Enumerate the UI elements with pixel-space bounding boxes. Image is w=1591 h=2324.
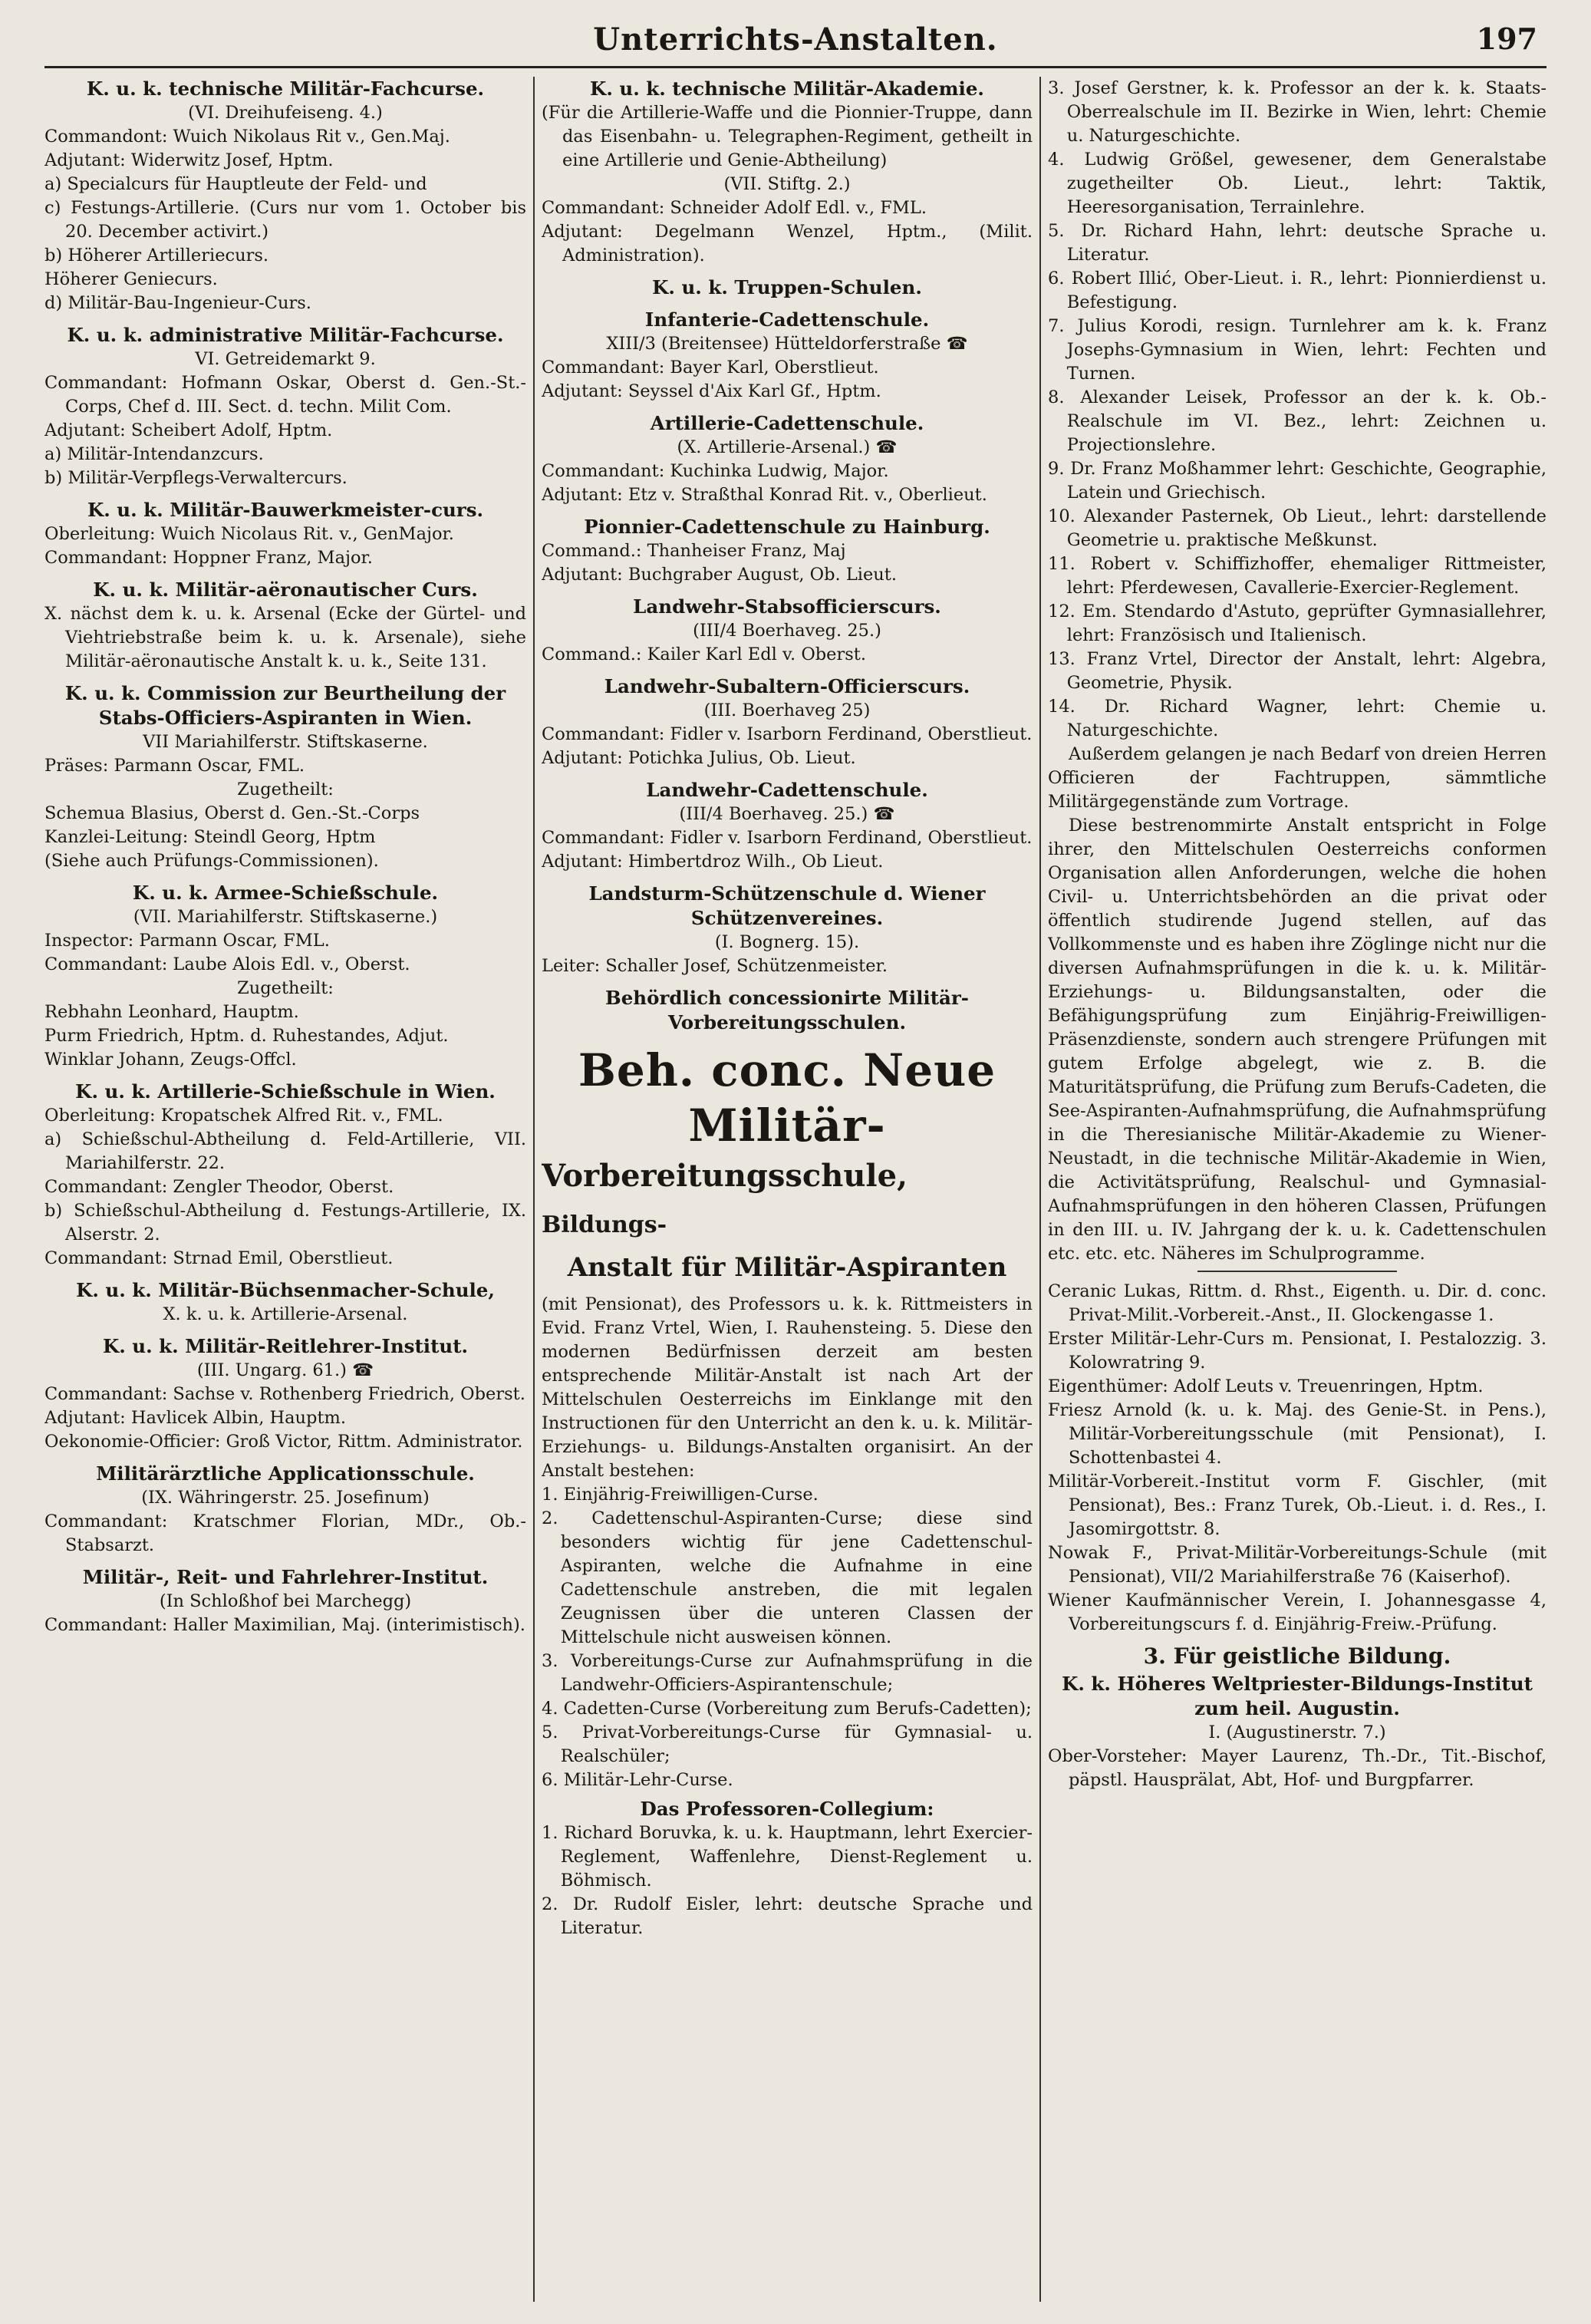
teacher-item: 13. Franz Vrtel, Director der Anstalt, lehrt: Algebra, Geometrie, Physik. bbox=[1048, 649, 1547, 693]
entry-title: Landwehr-Cadettenschule. bbox=[646, 779, 928, 801]
entry-address: (III. Ungarg. 61.) ☎ bbox=[196, 1360, 374, 1380]
entry-line: Adjutant: Havlicek Albin, Hauptm. bbox=[44, 1408, 346, 1428]
teacher-item: 5. Dr. Richard Hahn, lehrt: deutsche Sprache u. Literatur. bbox=[1048, 221, 1547, 265]
entry-title: Behördlich concessionirte Militär-Vorbereitungsschulen. bbox=[605, 987, 969, 1033]
entry-line: Adjutant: Etz v. Straßthal Konrad Rit. v., Oberlieut. bbox=[542, 485, 987, 505]
entry-address: (X. Artillerie-Arsenal.) ☎ bbox=[677, 437, 898, 457]
entry-title: K. u. k. Armee-Schießschule. bbox=[132, 882, 439, 904]
entry-line: b) Schießschul-Abtheilung d. Festungs-Artillerie, IX. Alserstr. 2. bbox=[44, 1201, 526, 1244]
entry-title: Militärärztliche Applicationsschule. bbox=[96, 1462, 475, 1485]
entry-line: Adjutant: Scheibert Adolf, Hptm. bbox=[44, 420, 333, 440]
course-item: 6. Militär-Lehr-Curse. bbox=[542, 1770, 733, 1790]
entry-title: Pionnier-Cadettenschule zu Hainburg. bbox=[584, 516, 990, 538]
entry-title: K. u. k. Truppen-Schulen. bbox=[652, 276, 922, 298]
augustin-address: I. (Augustinerstr. 7.) bbox=[1208, 1722, 1386, 1742]
ad-title-main: Vorbereitungsschule, bbox=[542, 1158, 907, 1194]
entry-block bbox=[542, 77, 1033, 268]
teacher-item: 11. Robert v. Schiffizhoffer, ehemaliger Rittmeister, lehrt: Pferdewesen, Cavallerie-Exercier-Reglement. bbox=[1048, 554, 1547, 598]
entry-address: (VI. Dreihufeiseng. 4.) bbox=[188, 103, 383, 123]
entry-block bbox=[542, 674, 1033, 770]
column-divider bbox=[533, 77, 535, 2302]
school-entry: Militär-Vorbereit.-Institut vorm F. Gischler, (mit Pensionat), Bes.: Franz Turek, Ob.-Lieut. i. d. Res., I. Jasomirgottstr. 8. bbox=[1048, 1472, 1547, 1539]
course-item: 3. Vorbereitungs-Curse zur Aufnahmsprüfung in die Landwehr-Officiers-Aspirantenschule; bbox=[542, 1651, 1033, 1695]
entry-line: Präses: Parmann Oscar, FML. bbox=[44, 756, 305, 776]
entry-line: Adjutant: Degelmann Wenzel, Hptm., (Milit. Administration). bbox=[542, 222, 1033, 265]
entry-line: a) Specialcurs für Hauptleute der Feld- und bbox=[44, 174, 427, 194]
separator-rule bbox=[1197, 1271, 1397, 1272]
entry-line: c) Festungs-Artillerie. (Curs nur vom 1. October bis 20. December activirt.) bbox=[44, 198, 526, 242]
teacher-item: 4. Ludwig Größel, gewesener, dem Generalstabe zugetheilter Ob. Lieut., lehrt: Taktik, Heeresorganisation, Terrainlehre. bbox=[1048, 150, 1547, 217]
entry-line: Commandant: Fidler v. Isarborn Ferdinand, Oberstlieut. bbox=[542, 828, 1033, 848]
school-entry: Eigenthümer: Adolf Leuts v. Treuenringen, Hptm. bbox=[1048, 1376, 1484, 1396]
entry-title: Landsturm-Schützenschule d. Wiener Schützenvereines. bbox=[588, 882, 986, 929]
entry-subheading: Zugetheilt: bbox=[237, 780, 334, 799]
entry-block bbox=[542, 411, 1033, 507]
header-rule bbox=[44, 66, 1547, 68]
entry-line: Oekonomie-Officier: Groß Victor, Rittm. Administrator. bbox=[44, 1432, 523, 1452]
ad-title-line2 bbox=[542, 1153, 1033, 1248]
entry-title: K. u. k. Militär-Reitlehrer-Institut. bbox=[102, 1335, 469, 1357]
entry-block bbox=[44, 1278, 526, 1327]
entry-line: Commandant: Schneider Adolf Edl. v., FML. bbox=[542, 198, 927, 218]
ad-paragraph-1: Außerdem gelangen je nach Bedarf von dreien Herren Officieren der Fachtruppen, sämmtliche Militärgegenstände zum Vortrage. bbox=[1048, 744, 1547, 812]
entry-block bbox=[44, 881, 526, 1072]
augustin-title: K. k. Höheres Weltpriester-Bildungs-Institut zum heil. Augustin. bbox=[1062, 1673, 1533, 1719]
entry-title: K. u. k. technische Militär-Akademie. bbox=[590, 77, 984, 100]
entry-address: (I. Bognerg. 15). bbox=[714, 932, 860, 952]
course-item: 5. Privat-Vorbereitungs-Curse für Gymnasial- u. Realschüler; bbox=[542, 1722, 1033, 1766]
school-entry: Nowak F., Privat-Militär-Vorbereitungs-Schule (mit Pensionat), VII/2 Mariahilferstraße 76 (Kaiserhof). bbox=[1048, 1543, 1547, 1587]
entry-subheading: (VII. Stiftg. 2.) bbox=[723, 174, 851, 194]
entry-line: Commandant: Zengler Theodor, Oberst. bbox=[44, 1177, 394, 1197]
course-item: 2. Cadettenschul-Aspiranten-Curse; diese sind besonders wichtig für jene Cadettenschul-Aspiranten, welche die Aufnahme in eine Cadettenschule anstreben, die mit legalen Zeugnissen über die unteren Classen der Mittelschule nicht ausweisen können. bbox=[542, 1508, 1033, 1647]
page-number: 197 bbox=[1476, 21, 1537, 56]
entry-line: Commandant: Laube Alois Edl. v., Oberst. bbox=[44, 954, 410, 974]
entry-line: Commandont: Wuich Nikolaus Rit v., Gen.Maj. bbox=[44, 127, 450, 147]
entry-block bbox=[44, 1080, 526, 1271]
entry-line: (Für die Artillerie-Waffe und die Pionnier-Truppe, dann das Eisenbahn- u. Telegraphen-Regiment, getheilt in eine Artillerie und Genie-Abtheilung) bbox=[542, 103, 1033, 170]
entry-line: Commandant: Kuchinka Ludwig, Major. bbox=[542, 461, 889, 481]
entry-block bbox=[542, 275, 1033, 300]
entry-line: Commandant: Kratschmer Florian, MDr., Ob.-Stabsarzt. bbox=[44, 1511, 526, 1555]
teacher-item: 9. Dr. Franz Moßhammer lehrt: Geschichte, Geographie, Latein und Griechisch. bbox=[1048, 459, 1547, 503]
entry-line: Adjutant: Himbertdroz Wilh., Ob Lieut. bbox=[542, 852, 884, 872]
school-entry: Ceranic Lukas, Rittm. d. Rhst., Eigenth. u. Dir. d. conc. Privat-Milit.-Vorbereit.-Anst., II. Glockengasse 1. bbox=[1048, 1281, 1547, 1325]
entry-block bbox=[542, 882, 1033, 978]
entry-title: K. u. k. administrative Militär-Fachcurse. bbox=[67, 324, 504, 346]
entry-line: X. nächst dem k. u. k. Arsenal (Ecke der Gürtel- und Viehtriebstraße beim k. u. k. Arsenale), siehe Militär-aëronautische Anstalt k. u. k., Seite 131. bbox=[44, 604, 526, 671]
entry-address: X. k. u. k. Artillerie-Arsenal. bbox=[163, 1304, 408, 1324]
entry-block bbox=[44, 578, 526, 674]
entry-line: Commandant: Hofmann Oskar, Oberst d. Gen.-St.-Corps, Chef d. III. Sect. d. techn. Milit Com. bbox=[44, 373, 526, 417]
entry-address: (III. Boerhaveg 25) bbox=[703, 700, 871, 720]
entry-line: b) Militär-Verpflegs-Verwaltercurs. bbox=[44, 468, 348, 488]
teacher-item: 7. Julius Korodi, resign. Turnlehrer am k. k. Franz Josephs-Gymnasium in Wien, lehrt: Fechten und Turnen. bbox=[1048, 316, 1547, 384]
entry-line: Commandant: Hoppner Franz, Major. bbox=[44, 548, 373, 568]
entry-block bbox=[542, 515, 1033, 587]
entry-address: XIII/3 (Breitensee) Hütteldorferstraße ☎ bbox=[606, 334, 968, 354]
entry-line: Oberleitung: Kropatschek Alfred Rit. v., FML. bbox=[44, 1106, 443, 1126]
entry-title: K. u. k. technische Militär-Fachcurse. bbox=[86, 77, 485, 100]
teacher-item: 8. Alexander Leisek, Professor an der k. k. Ob.-Realschule im VI. Bez., lehrt: Zeichnen u. Projectionslehre. bbox=[1048, 387, 1547, 455]
ad-title-line1: Beh. conc. Neue Militär- bbox=[578, 1044, 996, 1152]
entry-title: K. u. k. Artillerie-Schießschule in Wien. bbox=[75, 1080, 496, 1103]
teacher-item: 6. Robert Illić, Ober-Lieut. i. R., lehrt: Pionnierdienst u. Befestigung. bbox=[1048, 269, 1547, 312]
entry-line: Command.: Kailer Karl Edl v. Oberst. bbox=[542, 644, 866, 664]
collegium-list-continued bbox=[1048, 77, 1547, 743]
ad-body: (mit Pensionat), des Professors u. k. k. Rittmeisters in Evid. Franz Vrtel, Wien, I. Rauhensteing. 5. Diese den modernen Bedürfnissen derzeit am besten entsprechende Militär-Anstalt ist nach Art der Mittelschulen Oesterreichs im Einklange mit den Instructionen für den Unterricht an den k. u. k. Militär-Erziehungs- u. Bildungs-Anstalten organisirt. An der Anstalt bestehen: bbox=[542, 1294, 1033, 1481]
entry-block bbox=[44, 1334, 526, 1454]
entry-block bbox=[44, 498, 526, 570]
entry-block bbox=[542, 308, 1033, 404]
entry-title: Landwehr-Stabsofficierscurs. bbox=[633, 595, 941, 618]
entry-title: Landwehr-Subaltern-Officierscurs. bbox=[604, 675, 970, 697]
entry-line: Commandant: Bayer Karl, Oberstlieut. bbox=[542, 358, 879, 377]
entry-title: Infanterie-Cadettenschule. bbox=[644, 308, 930, 331]
entry-address: (III/4 Boerhaveg. 25.) bbox=[693, 621, 881, 641]
course-item: 1. Einjährig-Freiwilligen-Curse. bbox=[542, 1485, 819, 1505]
entry-line: Adjutant: Seyssel d'Aix Karl Gf., Hptm. bbox=[542, 381, 881, 401]
entry-line: (Siehe auch Prüfungs-Commissionen). bbox=[44, 851, 379, 871]
entry-address: (VII. Mariahilferstr. Stiftskaserne.) bbox=[133, 907, 438, 927]
entry-address: (III/4 Boerhaveg. 25.) ☎ bbox=[679, 804, 895, 824]
ad-title-suffix: Bildungs- bbox=[542, 1211, 667, 1238]
column-left bbox=[44, 77, 526, 2302]
entry-title: Militär-, Reit- und Fahrlehrer-Institut. bbox=[82, 1566, 489, 1588]
entry-line: Adjutant: Buchgraber August, Ob. Lieut. bbox=[542, 565, 897, 585]
middle-entries bbox=[542, 77, 1033, 1035]
entry-line: b) Höherer Artilleriecurs. bbox=[44, 246, 269, 265]
ad-course-list bbox=[542, 1483, 1033, 1792]
entry-block bbox=[542, 986, 1033, 1035]
entry-line: Rebhahn Leonhard, Hauptm. bbox=[44, 1002, 299, 1022]
entry-line: a) Schießschul-Abtheilung d. Feld-Artillerie, VII. Mariahilferstr. 22. bbox=[44, 1129, 526, 1173]
entry-block bbox=[542, 778, 1033, 874]
entry-block bbox=[44, 323, 526, 490]
column-divider bbox=[1039, 77, 1041, 2302]
entry-address: VI. Getreidemarkt 9. bbox=[195, 349, 376, 369]
entry-block bbox=[44, 77, 526, 315]
teacher-item: 14. Dr. Richard Wagner, lehrt: Chemie u. Naturgeschichte. bbox=[1048, 697, 1547, 740]
school-advertisement bbox=[542, 1043, 1033, 1940]
entry-line: Höherer Geniecurs. bbox=[44, 269, 218, 289]
entry-line: Inspector: Parmann Oscar, FML. bbox=[44, 931, 330, 951]
entry-title: K. u. k. Militär-Büchsenmacher-Schule, bbox=[76, 1279, 495, 1301]
page-header bbox=[0, 21, 1591, 68]
column-middle bbox=[542, 77, 1033, 2302]
entry-line: d) Militär-Bau-Ingenieur-Curs. bbox=[44, 293, 311, 313]
column-right bbox=[1048, 77, 1547, 2302]
entry-line: Purm Friedrich, Hptm. d. Ruhestandes, Adjut. bbox=[44, 1026, 449, 1046]
teacher-item: 3. Josef Gerstner, k. k. Professor an der k. k. Staats-Oberrealschule im II. Bezirke in Wien, lehrt: Chemie u. Naturgeschichte. bbox=[1048, 78, 1547, 146]
entry-line: Commandant: Strnad Emil, Oberstlieut. bbox=[44, 1248, 394, 1268]
entry-line: Kanzlei-Leitung: Steindl Georg, Hptm bbox=[44, 827, 376, 847]
entry-address: (IX. Währingerstr. 25. Josefinum) bbox=[141, 1488, 430, 1508]
staff-line: Ober-Vorsteher: Mayer Laurenz, Th.-Dr., Tit.-Bischof, päpstl. Hausprälat, Abt, Hof- und Burgpfarrer. bbox=[1048, 1746, 1547, 1790]
entry-block bbox=[44, 1565, 526, 1637]
entry-block bbox=[542, 595, 1033, 667]
entry-line: Adjutant: Potichka Julius, Ob. Lieut. bbox=[542, 748, 856, 768]
entry-subheading: Zugetheilt: bbox=[237, 978, 334, 998]
entry-line: Winklar Johann, Zeugs-Offcl. bbox=[44, 1050, 297, 1070]
entry-line: Commandant: Sachse v. Rothenberg Friedrich, Oberst. bbox=[44, 1384, 525, 1404]
teacher-item: 1. Richard Boruvka, k. u. k. Hauptmann, lehrt Exercier-Reglement, Waffenlehre, Dienst-Reglement u. Böhmisch. bbox=[542, 1823, 1033, 1891]
collegium-list bbox=[542, 1821, 1033, 1940]
teacher-item: 10. Alexander Pasternek, Ob Lieut., lehrt: darstellende Geometrie u. praktische Meßkunst. bbox=[1048, 506, 1547, 550]
ad-title-line3: Anstalt für Militär-Aspiranten bbox=[567, 1252, 1007, 1283]
school-entry: Erster Militär-Lehr-Curs m. Pensionat, I. Pestalozzig. 3. Kolowratring 9. bbox=[1048, 1329, 1547, 1373]
school-entry: Friesz Arnold (k. u. k. Maj. des Genie-St. in Pens.), Militär-Vorbereitungsschule (mit Pensionat), I. Schottenbastei 4. bbox=[1048, 1400, 1547, 1468]
entry-line: Schemua Blasius, Oberst d. Gen.-St.-Corps bbox=[44, 803, 420, 823]
entry-title: K. u. k. Militär-Bauwerkmeister-curs. bbox=[87, 499, 484, 521]
entry-title: K. u. k. Militär-aëronautischer Curs. bbox=[93, 579, 478, 601]
school-entry: Wiener Kaufmännischer Verein, I. Johannesgasse 4, Vorbereitungscurs f. d. Einjährig-Freiw.-Prüfung. bbox=[1048, 1591, 1547, 1634]
running-head: Unterrichts-Anstalten. bbox=[593, 21, 998, 58]
teacher-item: 2. Dr. Rudolf Eisler, lehrt: deutsche Sprache und Literatur. bbox=[542, 1894, 1033, 1938]
entry-line: Adjutant: Widerwitz Josef, Hptm. bbox=[44, 150, 334, 170]
entry-line: a) Militär-Intendanzcurs. bbox=[44, 444, 264, 464]
entry-title: Artillerie-Cadettenschule. bbox=[650, 412, 924, 434]
entry-line: Leiter: Schaller Josef, Schützenmeister. bbox=[542, 956, 888, 976]
entry-line: Commandant: Haller Maximilian, Maj. (interimistisch). bbox=[44, 1615, 525, 1635]
ad-paragraph-2: Diese bestrenommirte Anstalt entspricht in Folge ihrer, den Mittelschulen Oesterreichs conformen Organisation allen Anforderungen, welche die hohen Civil- u. Unterrichtsbehörden an die privat oder öffentlich studirende Jugend stellen, auf das Vollkommenste und es haben ihre Zöglinge nicht nur die diversen Aufnahmsprüfungen in die k. u. k. Militär-Erziehungs- u. Bildungsanstalten, oder die Befähigungsprüfung zum Einjährig-Freiwilligen-Präsenzdienste, sondern auch strengere Prüfungen mit gutem Erfolge abgelegt, wie z. B. die Maturitätsprüfung, die Prüfung zum Berufs-Cadeten, die See-Aspiranten-Aufnahmsprüfung, die Aufnahmsprüfung in die Theresianische Militär-Akademie zu Wiener-Neustadt, in die technische Militär-Akademie in Wien, die Activitätsprüfung, Realschul- und Gymnasial-Aufnahmsprüfungen in den höheren Classen, Prüfungen in den III. u. IV. Jahrgang der k. u. k. Cadettenschulen etc. etc. etc. Näheres im Schulprogramme. bbox=[1048, 816, 1547, 1264]
course-item: 4. Cadetten-Curse (Vorbereitung zum Berufs-Cadetten); bbox=[542, 1699, 1032, 1719]
entry-line: Commandant: Fidler v. Isarborn Ferdinand, Oberstlieut. bbox=[542, 724, 1033, 744]
augustin-staff bbox=[1048, 1745, 1547, 1792]
entry-line: Oberleitung: Wuich Nicolaus Rit. v., GenMajor. bbox=[44, 524, 454, 544]
entry-address: (In Schloßhof bei Marchegg) bbox=[159, 1591, 412, 1611]
section-heading: 3. Für geistliche Bildung. bbox=[1143, 1643, 1451, 1669]
entry-line: Command.: Thanheiser Franz, Maj bbox=[542, 541, 846, 561]
private-schools-list bbox=[1048, 1280, 1547, 1637]
entry-title: K. u. k. Commission zur Beurtheilung der Stabs-Officiers-Aspiranten in Wien. bbox=[64, 682, 506, 729]
entry-block bbox=[44, 1462, 526, 1558]
entry-block bbox=[44, 681, 526, 873]
entry-address: VII Mariahilferstr. Stiftskaserne. bbox=[143, 732, 428, 752]
collegium-heading: Das Professoren-Collegium: bbox=[640, 1798, 934, 1820]
teacher-item: 12. Em. Stendardo d'Astuto, geprüfter Gymnasiallehrer, lehrt: Französisch und Italienisch. bbox=[1048, 602, 1547, 645]
